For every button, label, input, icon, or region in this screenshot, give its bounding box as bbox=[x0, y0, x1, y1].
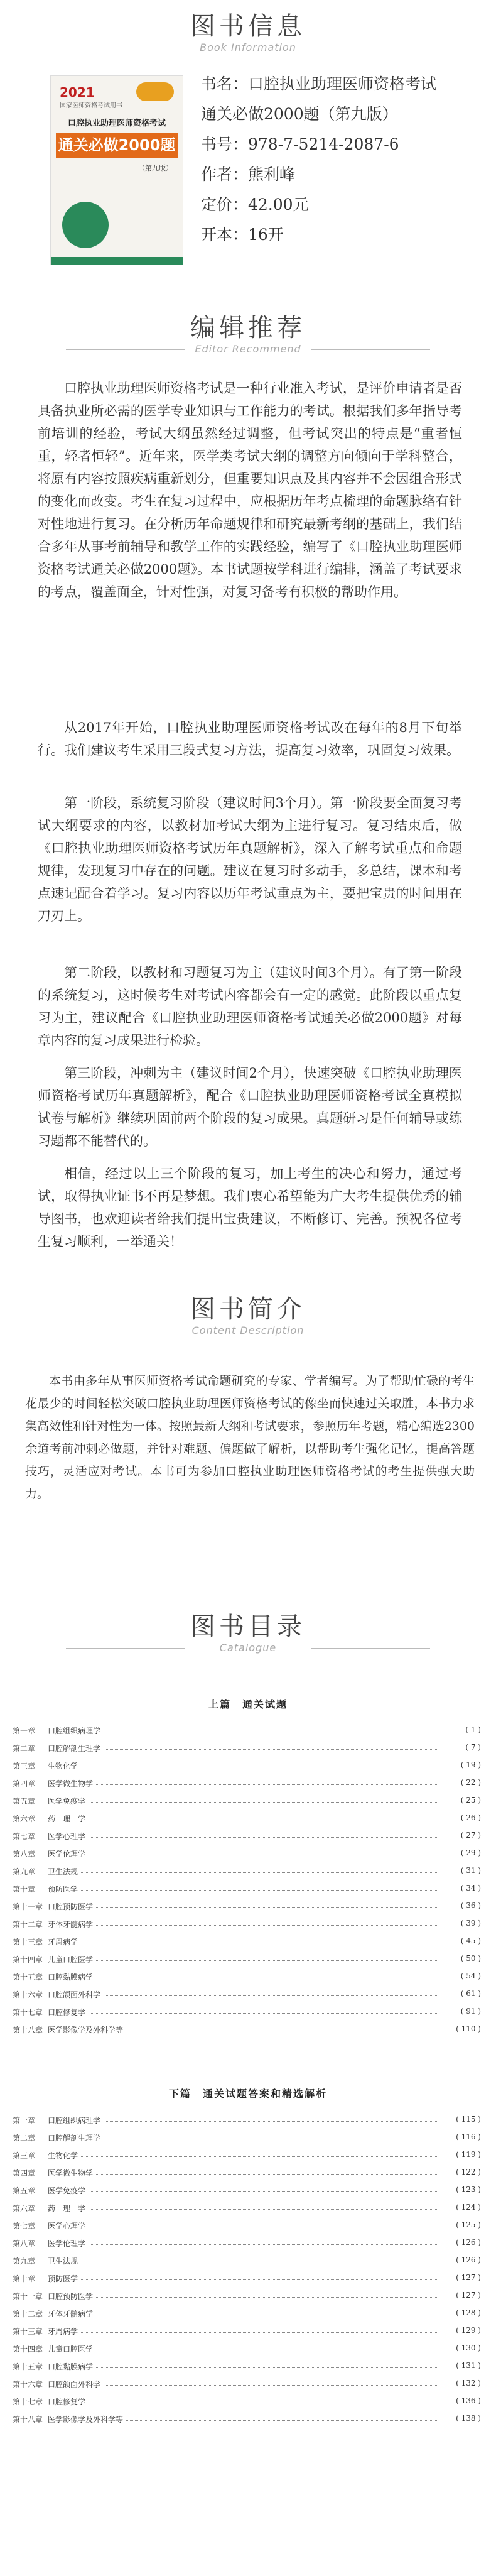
description-header bbox=[0, 1294, 496, 1338]
toc-chapter-number: 第十四章 bbox=[13, 1955, 43, 1964]
toc-leader-dots bbox=[48, 1872, 437, 1873]
toc-page-number: ( 116 ) bbox=[456, 2132, 481, 2141]
toc-chapter-number: 第十章 bbox=[13, 2274, 36, 2283]
toc-leader-dots bbox=[48, 1995, 437, 1996]
toc-page-number: ( 26 ) bbox=[460, 1813, 481, 1822]
toc-chapter-number: 第五章 bbox=[13, 2186, 36, 2195]
toc-chapter-name: 口腔黏膜病学 bbox=[48, 1972, 95, 1982]
toc-leader-dots bbox=[48, 2209, 437, 2210]
toc-chapter-name: 医学影像学及外科学等 bbox=[48, 2024, 126, 2035]
toc-chapter-number: 第十八章 bbox=[13, 2026, 43, 2034]
toc-leader-dots bbox=[48, 2174, 437, 2175]
book-cover bbox=[50, 75, 183, 265]
recommend-paragraph: 第二阶段，以教材和习题复习为主（建议时间3个月）。有了第一阶段的系统复习，这时候考生对考试内容都会有一定的感觉。此阶段以重点复习为主，建议配合《口腔执业助理医师资格考试通关必做2000题》对每章内容的复习成果进行检验。 bbox=[38, 965, 462, 1048]
toc-row bbox=[13, 2111, 481, 2129]
toc-chapter-number: 第四章 bbox=[13, 1779, 36, 1788]
toc-chapter-name: 口腔预防医学 bbox=[48, 1901, 95, 1912]
recommend-rule bbox=[66, 343, 430, 357]
recommend-paragraph: 第三阶段，冲刺为主（建议时间2个月），快速突破《口腔执业助理医师资格考试历年真题解析》，配合《口腔执业助理医师资格考试全真模拟试卷与解析》继续巩固前两个阶段的复习成果。真题研习是任何辅导或练习题都不能替代的。 bbox=[38, 1066, 462, 1149]
toc-page-number: ( 138 ) bbox=[456, 2414, 481, 2423]
toc-chapter-name: 口腔颌面外科学 bbox=[48, 2379, 103, 2389]
recommend-title: 编辑推荐 bbox=[190, 314, 306, 342]
toc-chapter-name: 医学心理学 bbox=[48, 1831, 88, 1842]
toc-row bbox=[13, 2164, 481, 2181]
cover-edition: （第九版） bbox=[138, 164, 173, 172]
toc-chapter-number: 第五章 bbox=[13, 1797, 36, 1806]
toc-page-number: ( 124 ) bbox=[456, 2203, 481, 2212]
toc-page-number: ( 126 ) bbox=[456, 2256, 481, 2264]
toc-leader-dots bbox=[48, 2297, 437, 2298]
toc-chapter-number: 第十三章 bbox=[13, 1938, 43, 1946]
toc-chapter-name: 卫生法规 bbox=[48, 1866, 80, 1877]
toc-chapter-name: 药 理 学 bbox=[48, 2203, 88, 2213]
recommend-paragraph: 从2017年开始，口腔执业助理医师资格考试改在每年的8月下旬举行。我们建议考生采用三段式复习方法，提高复习效率，巩固复习效果。 bbox=[38, 720, 462, 758]
toc-chapter-name: 医学心理学 bbox=[48, 2220, 88, 2231]
toc-leader-dots bbox=[48, 1907, 437, 1908]
toc-chapter-name: 口腔解剖生理学 bbox=[48, 1743, 103, 1754]
toc-chapter-name: 口腔组织病理学 bbox=[48, 1725, 103, 1736]
toc-chapter-name: 口腔修复学 bbox=[48, 2007, 88, 2017]
info-line-isbn: 书号：978-7-5214-2087-6 bbox=[201, 135, 399, 153]
toc-chapter-name: 生物化学 bbox=[48, 2150, 80, 2161]
book-info-rule bbox=[66, 41, 430, 55]
toc-row bbox=[13, 2357, 481, 2375]
toc-page-number: ( 132 ) bbox=[456, 2379, 481, 2388]
toc-chapter-name: 医学伦理学 bbox=[48, 2238, 88, 2249]
toc-leader-dots bbox=[48, 2332, 437, 2333]
catalogue-part1-list bbox=[13, 1722, 481, 2038]
toc-chapter-name: 口腔黏膜病学 bbox=[48, 2361, 95, 2372]
toc-chapter-number: 第七章 bbox=[13, 2222, 36, 2230]
toc-page-number: ( 7 ) bbox=[465, 1743, 481, 1752]
rule-line bbox=[311, 1648, 430, 1649]
toc-leader-dots bbox=[48, 1784, 437, 1785]
toc-row bbox=[13, 2269, 481, 2287]
toc-chapter-name: 生物化学 bbox=[48, 1760, 80, 1771]
toc-chapter-name: 医学微生物学 bbox=[48, 2168, 95, 2178]
toc-chapter-name: 医学免疫学 bbox=[48, 2185, 88, 2196]
toc-page-number: ( 45 ) bbox=[460, 1936, 481, 1945]
catalogue-rule bbox=[66, 1642, 430, 1656]
toc-chapter-name: 牙周病学 bbox=[48, 2326, 80, 2337]
toc-page-number: ( 131 ) bbox=[456, 2361, 481, 2370]
toc-page-number: ( 128 ) bbox=[456, 2308, 481, 2317]
info-line-author: 作者：熊利峰 bbox=[201, 165, 296, 183]
toc-chapter-number: 第七章 bbox=[13, 1832, 36, 1841]
recommend-paragraph: 相信，经过以上三个阶段的复习，加上考生的决心和努力，通过考试，取得执业证书不再是梦想。我们衷心希望能为广大考生提供优秀的辅导图书，也欢迎读者给我们提出宝贵建议，不断修订、完善。预祝各位考生复习顺利，一举通关！ bbox=[38, 1166, 462, 1249]
toc-chapter-number: 第三章 bbox=[13, 1762, 36, 1771]
toc-chapter-number: 第十章 bbox=[13, 1885, 36, 1894]
toc-chapter-number: 第八章 bbox=[13, 1850, 36, 1858]
toc-page-number: ( 54 ) bbox=[460, 1972, 481, 1980]
cover-badge-icon bbox=[62, 202, 109, 248]
toc-row bbox=[13, 1897, 481, 1915]
toc-page-number: ( 125 ) bbox=[456, 2220, 481, 2229]
book-info-title: 图书信息 bbox=[190, 12, 306, 41]
toc-chapter-number: 第十六章 bbox=[13, 1990, 43, 1999]
info-line-title-cont: 通关必做2000题（第九版） bbox=[201, 105, 398, 123]
toc-row bbox=[13, 1774, 481, 1792]
toc-row bbox=[13, 1739, 481, 1757]
toc-chapter-number: 第十一章 bbox=[13, 2292, 43, 2301]
toc-row bbox=[13, 2393, 481, 2410]
toc-row bbox=[13, 1968, 481, 1985]
description-rule bbox=[66, 1324, 430, 1338]
toc-leader-dots bbox=[48, 2367, 437, 2368]
toc-chapter-number: 第六章 bbox=[13, 1815, 36, 1823]
rule-line bbox=[311, 349, 430, 350]
toc-page-number: ( 123 ) bbox=[456, 2185, 481, 2194]
toc-row bbox=[13, 2375, 481, 2393]
toc-chapter-name: 药 理 学 bbox=[48, 1813, 88, 1824]
toc-leader-dots bbox=[48, 1802, 437, 1803]
toc-leader-dots bbox=[48, 1890, 437, 1891]
toc-chapter-number: 第九章 bbox=[13, 1867, 36, 1876]
toc-page-number: ( 29 ) bbox=[460, 1848, 481, 1857]
toc-leader-dots bbox=[48, 1837, 437, 1838]
info-line-format: 开本：16开 bbox=[201, 226, 284, 244]
toc-chapter-name: 口腔组织病理学 bbox=[48, 2115, 103, 2126]
recommend-paragraph: 第一阶段，系统复习阶段（建议时间3个月）。第一阶段要全面复习考试大纲要求的内容，以教材加考试大纲为主进行复习。复习结束后，做《口腔执业助理医师资格考试历年真题解析》，深入了解考试重点和命题规律，发现复习中存在的问题。建议在复习时多动手，多总结，课本和考点速记配合着学习。复习内容以历年考试重点为主，要把宝贵的时间用在刀刃上。 bbox=[38, 795, 462, 924]
catalogue-part2-title: 下篇 通关试题答案和精选解析 bbox=[168, 2088, 327, 2100]
toc-leader-dots bbox=[48, 2156, 437, 2157]
toc-chapter-number: 第四章 bbox=[13, 2169, 36, 2178]
toc-chapter-name: 口腔解剖生理学 bbox=[48, 2132, 103, 2143]
toc-chapter-name: 医学伦理学 bbox=[48, 1848, 88, 1859]
toc-page-number: ( 1 ) bbox=[465, 1725, 481, 1734]
toc-row bbox=[13, 2217, 481, 2234]
toc-row bbox=[13, 1880, 481, 1897]
toc-leader-dots bbox=[48, 2385, 437, 2386]
toc-chapter-name: 牙周病学 bbox=[48, 1936, 80, 1947]
toc-page-number: ( 34 ) bbox=[460, 1884, 481, 1892]
description-title: 图书简介 bbox=[190, 1295, 306, 1324]
toc-leader-dots bbox=[48, 1925, 437, 1926]
toc-row bbox=[13, 2322, 481, 2340]
toc-chapter-name: 牙体牙髓病学 bbox=[48, 1919, 95, 1929]
toc-page-number: ( 110 ) bbox=[456, 2024, 481, 2033]
toc-chapter-number: 第十五章 bbox=[13, 2362, 43, 2371]
toc-row bbox=[13, 1862, 481, 1880]
recommend-header bbox=[0, 313, 496, 357]
toc-leader-dots bbox=[48, 2244, 437, 2245]
toc-row bbox=[13, 1809, 481, 1827]
book-info-lines bbox=[201, 69, 477, 250]
cover-series: 国家医师资格考试用书 bbox=[60, 102, 122, 109]
toc-leader-dots bbox=[48, 2191, 437, 2192]
cover-year: 2021 bbox=[60, 85, 95, 100]
toc-row bbox=[13, 1827, 481, 1845]
toc-row bbox=[13, 1950, 481, 1968]
toc-row bbox=[13, 1722, 481, 1739]
toc-row bbox=[13, 2129, 481, 2146]
toc-page-number: ( 126 ) bbox=[456, 2238, 481, 2247]
toc-page-number: ( 50 ) bbox=[460, 1954, 481, 1963]
toc-chapter-name: 预防医学 bbox=[48, 2273, 80, 2284]
toc-chapter-name: 卫生法规 bbox=[48, 2256, 80, 2266]
toc-leader-dots bbox=[48, 1960, 437, 1961]
toc-leader-dots bbox=[48, 2279, 437, 2280]
toc-chapter-name: 口腔颌面外科学 bbox=[48, 1989, 103, 2000]
toc-chapter-name: 医学微生物学 bbox=[48, 1778, 95, 1789]
toc-chapter-name: 口腔预防医学 bbox=[48, 2291, 95, 2301]
info-line-price: 定价：42.00元 bbox=[201, 195, 309, 214]
publisher-logo-icon bbox=[136, 82, 174, 101]
toc-row bbox=[13, 2199, 481, 2217]
toc-leader-dots bbox=[48, 2013, 437, 2014]
catalogue-part1-title: 上篇 通关试题 bbox=[208, 1698, 288, 1710]
toc-row bbox=[13, 2340, 481, 2357]
recommend-subtitle: Editor Recommend bbox=[195, 343, 301, 355]
toc-chapter-name: 医学影像学及外科学等 bbox=[48, 2414, 126, 2425]
toc-row bbox=[13, 1915, 481, 1933]
toc-row bbox=[13, 2234, 481, 2252]
toc-leader-dots bbox=[48, 2121, 437, 2122]
toc-row bbox=[13, 2305, 481, 2322]
toc-chapter-name: 口腔修复学 bbox=[48, 2396, 88, 2407]
toc-row bbox=[13, 2252, 481, 2269]
toc-page-number: ( 130 ) bbox=[456, 2344, 481, 2352]
toc-chapter-number: 第十七章 bbox=[13, 2398, 43, 2406]
toc-chapter-number: 第一章 bbox=[13, 2116, 36, 2125]
toc-chapter-name: 儿童口腔医学 bbox=[48, 1954, 95, 1965]
toc-row bbox=[13, 1985, 481, 2003]
toc-row bbox=[13, 1933, 481, 1950]
toc-row bbox=[13, 2146, 481, 2164]
toc-page-number: ( 22 ) bbox=[460, 1778, 481, 1787]
toc-page-number: ( 39 ) bbox=[460, 1919, 481, 1928]
toc-row bbox=[13, 2021, 481, 2038]
toc-chapter-number: 第十六章 bbox=[13, 2380, 43, 2389]
toc-page-number: ( 31 ) bbox=[460, 1866, 481, 1875]
toc-chapter-name: 儿童口腔医学 bbox=[48, 2344, 95, 2354]
toc-page-number: ( 136 ) bbox=[456, 2396, 481, 2405]
toc-page-number: ( 129 ) bbox=[456, 2326, 481, 2335]
catalogue-subtitle: Catalogue bbox=[219, 1642, 277, 1654]
toc-leader-dots bbox=[48, 1749, 437, 1750]
toc-row bbox=[13, 2410, 481, 2428]
toc-chapter-number: 第八章 bbox=[13, 2239, 36, 2248]
toc-row bbox=[13, 1757, 481, 1774]
description-text: 本书由多年从事医师资格考试命题研究的专家、学者编写。为了帮助忙碌的考生花最少的时间轻松突破口腔执业助理医师资格考试的像坐而快速过关取胜，本书力求集高效性和针对性为一体。按照最新大纲和考试要求，参照历年考题，精心编选2300余道考前冲刺必做题，并针对难题、偏题做了解析，以帮助考生强化记忆，提高答题技巧，灵活应对考试。本书可为参加口腔执业助理医师资格考试的考生提供强大助力。 bbox=[25, 1374, 475, 1501]
toc-page-number: ( 61 ) bbox=[460, 1989, 481, 1998]
toc-page-number: ( 91 ) bbox=[460, 2007, 481, 2016]
toc-row bbox=[13, 2181, 481, 2199]
toc-chapter-number: 第十二章 bbox=[13, 1920, 43, 1929]
toc-chapter-name: 预防医学 bbox=[48, 1884, 80, 1894]
toc-chapter-number: 第十一章 bbox=[13, 1902, 43, 1911]
toc-chapter-number: 第十二章 bbox=[13, 2310, 43, 2318]
toc-page-number: ( 122 ) bbox=[456, 2168, 481, 2176]
toc-chapter-number: 第十八章 bbox=[13, 2415, 43, 2424]
book-info-subtitle: Book Information bbox=[200, 41, 296, 53]
toc-row bbox=[13, 2287, 481, 2305]
toc-page-number: ( 115 ) bbox=[456, 2115, 481, 2124]
toc-chapter-number: 第三章 bbox=[13, 2151, 36, 2160]
toc-page-number: ( 127 ) bbox=[456, 2291, 481, 2300]
catalogue-part2-list bbox=[13, 2111, 481, 2428]
toc-chapter-name: 医学免疫学 bbox=[48, 1796, 88, 1806]
toc-row bbox=[13, 1845, 481, 1862]
info-line-title: 书名：口腔执业助理医师资格考试 bbox=[201, 75, 437, 93]
toc-row bbox=[13, 2003, 481, 2021]
catalogue-header bbox=[0, 1612, 496, 1656]
toc-chapter-number: 第一章 bbox=[13, 1727, 36, 1735]
cover-banner: 通关必做2000题 bbox=[56, 133, 178, 158]
toc-chapter-number: 第九章 bbox=[13, 2257, 36, 2266]
toc-chapter-number: 第十四章 bbox=[13, 2345, 43, 2354]
toc-chapter-number: 第六章 bbox=[13, 2204, 36, 2213]
recommend-paragraph: 口腔执业助理医师资格考试是一种行业准入考试，是评价申请者是否具备执业所必需的医学专业知识与工作能力的考试。根据我们多年指导考前培训的经验，考试大纲虽然经过调整，但考试突出的特点是“重者恒重，轻者恒轻”。近年来，医学类考试大纲的调整方向倾向于学科整合，将原有内容按照疾病重新划分，但重要知识点及其内容并不会因组合形式的变化而改变。考生在复习过程中，应根据历年考点梳理的命题脉络有针对性地进行复习。在分析历年命题规律和研究最新考纲的基础上，我们结合多年从事考前辅导和教学工作的实践经验，编写了《口腔执业助理医师资格考试通关必做2000题》。本书试题按学科进行编排，涵盖了考试要求的考点，覆盖面全，针对性强，对复习备考有积极的帮助作用。 bbox=[38, 381, 462, 599]
description-subtitle: Content Description bbox=[191, 1324, 305, 1336]
toc-page-number: ( 119 ) bbox=[456, 2150, 481, 2159]
toc-chapter-number: 第十三章 bbox=[13, 2327, 43, 2336]
toc-chapter-number: 第十七章 bbox=[13, 2008, 43, 2017]
toc-page-number: ( 25 ) bbox=[460, 1796, 481, 1804]
catalogue-title: 图书目录 bbox=[190, 1612, 306, 1641]
toc-chapter-number: 第二章 bbox=[13, 1744, 36, 1753]
toc-page-number: ( 127 ) bbox=[456, 2273, 481, 2282]
toc-page-number: ( 19 ) bbox=[460, 1760, 481, 1769]
cover-bottom-band bbox=[51, 257, 183, 265]
cover-book-name: 口腔执业助理医师资格考试 bbox=[67, 119, 166, 128]
toc-row bbox=[13, 1792, 481, 1809]
toc-page-number: ( 36 ) bbox=[460, 1901, 481, 1910]
toc-chapter-number: 第二章 bbox=[13, 2134, 36, 2142]
toc-chapter-name: 牙体牙髓病学 bbox=[48, 2308, 95, 2319]
toc-page-number: ( 27 ) bbox=[460, 1831, 481, 1840]
book-info-header bbox=[0, 11, 496, 55]
toc-chapter-number: 第十五章 bbox=[13, 1973, 43, 1982]
